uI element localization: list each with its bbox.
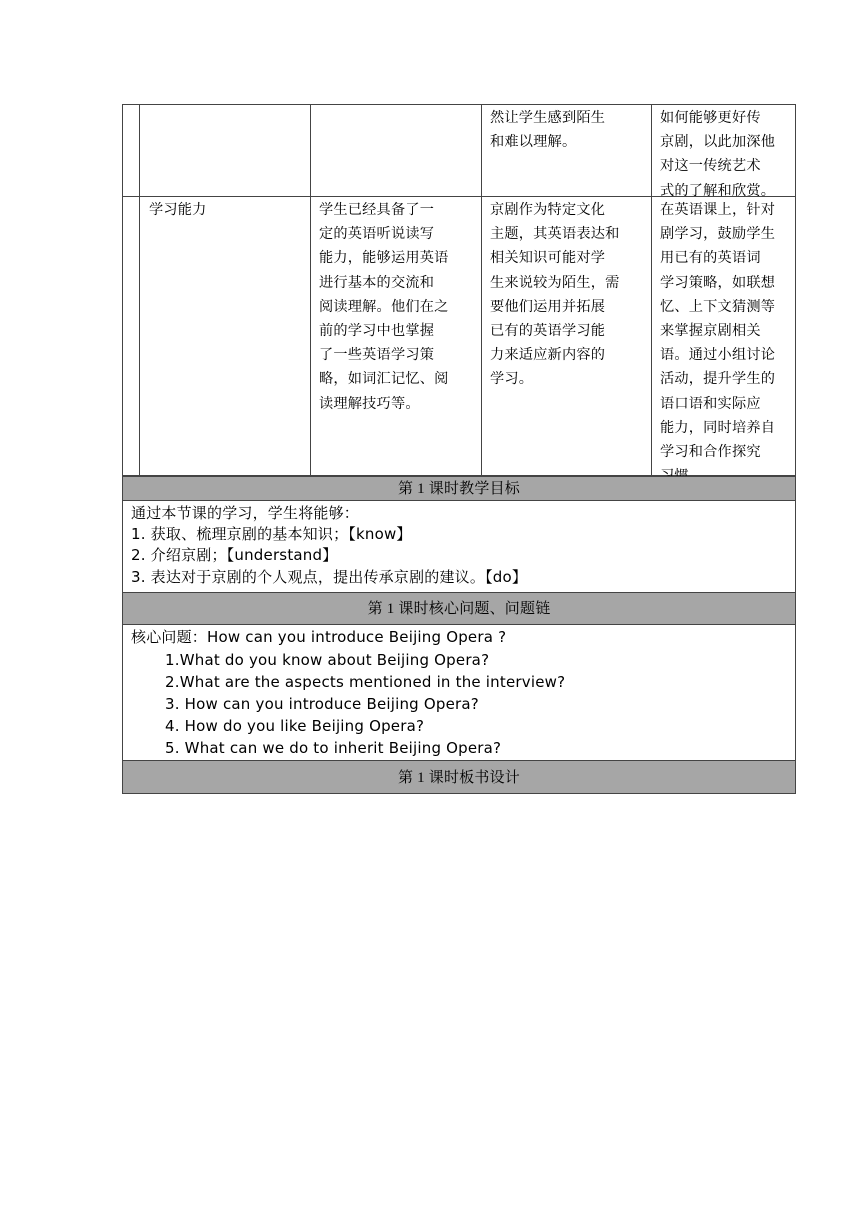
table-cell bbox=[651, 104, 796, 197]
section-header-text: 第 1 课时板书设计 bbox=[397, 770, 520, 786]
table-cell bbox=[310, 104, 482, 197]
section-header bbox=[122, 760, 796, 794]
cell-text: 京剧作为特定文化 主题，其英语表达和 相关知识可能对学 生来说较为陌生，需 要他们运用并拓展 已有的英语学习能 力来适应新内容的 学习。 bbox=[490, 202, 620, 388]
table-cell bbox=[310, 196, 482, 476]
objective-item: 2. 介绍京剧；【understand】 bbox=[131, 546, 338, 564]
objectives-intro: 通过本节课的学习，学生将能够： bbox=[131, 504, 360, 522]
section-header-text: 第 1 课时核心问题、问题链 bbox=[367, 601, 551, 617]
objective-item: 3. 表达对于京剧的个人观点，提出传承京剧的建议。【do】 bbox=[131, 568, 528, 586]
table-row bbox=[122, 104, 796, 197]
objective-item: 1. 获取、梳理京剧的基本知识；【know】 bbox=[131, 525, 412, 543]
cell-text: 然让学生感到陌生 和难以理解。 bbox=[490, 110, 606, 151]
table-cell bbox=[139, 196, 311, 476]
table-row bbox=[122, 196, 796, 476]
table-cell bbox=[122, 196, 140, 476]
section-header-text: 第 1 课时教学目标 bbox=[397, 481, 520, 497]
cell-text: 学生已经具备了一 定的英语听说读写 能力，能够运用英语 进行基本的交流和 阅读理解。他们在之 前的学习中也掌握 了一些英语学习策 略，如词汇记忆、阅 读理解技巧等。 bbox=[319, 202, 449, 412]
cell-text: 如何能够更好传 京剧，以此加深他 对这一传统艺术 式的了解和欣赏。 bbox=[660, 110, 776, 199]
objectives-box bbox=[122, 500, 796, 593]
section-header bbox=[122, 592, 796, 625]
core-question: 核心问题：How can you introduce Beijing Opera ? bbox=[131, 628, 507, 646]
table-cell bbox=[122, 104, 140, 197]
table-cell bbox=[651, 196, 796, 476]
section-header bbox=[122, 476, 796, 501]
cell-text: 在英语课上，针对 剧学习，鼓励学生 用已有的英语词 学习策略，如联想 忆、上下文猜测等 来掌握京剧相关 语。通过小组讨论 活动，提升学生的 语口语和实际应 能力，同时培养自 学习和合作探究 bbox=[660, 202, 776, 461]
row-label: 学习能力 bbox=[149, 202, 207, 218]
question-item: 1.What do you know about Beijing Opera? bbox=[165, 651, 490, 669]
question-item: 2.What are the aspects mentioned in the interview? bbox=[165, 673, 566, 691]
question-item: 4. How do you like Beijing Opera? bbox=[165, 717, 425, 735]
question-item: 3. How can you introduce Beijing Opera? bbox=[165, 695, 479, 713]
table-cell bbox=[481, 104, 652, 197]
questions-box bbox=[122, 624, 796, 761]
table-cell bbox=[481, 196, 652, 476]
question-item: 5. What can we do to inherit Beijing Opera? bbox=[165, 739, 502, 757]
table-cell bbox=[139, 104, 311, 197]
